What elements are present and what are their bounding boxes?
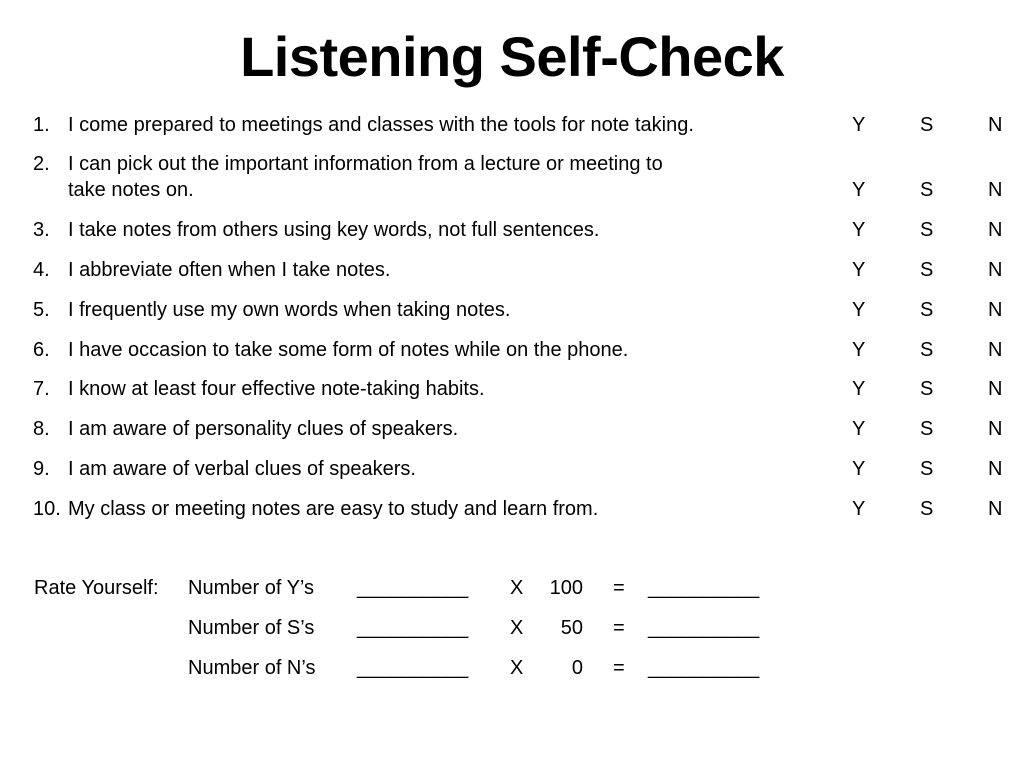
rate-yourself-label: Rate Yourself:: [34, 577, 159, 599]
answer-y[interactable]: Y: [852, 418, 866, 440]
question-number: 9.: [33, 458, 50, 480]
count-blank[interactable]: __________: [357, 617, 469, 639]
answer-n[interactable]: N: [988, 259, 1003, 281]
page-title: Listening Self-Check: [240, 25, 784, 88]
answer-y[interactable]: Y: [852, 339, 866, 361]
answer-y[interactable]: Y: [852, 378, 866, 400]
answer-y[interactable]: Y: [852, 259, 866, 281]
question-text: I know at least four effective note-taking habits.: [68, 378, 485, 400]
answer-n[interactable]: N: [988, 299, 1003, 321]
answer-s[interactable]: S: [920, 339, 934, 361]
count-label: Number of N’s: [188, 657, 316, 679]
answer-n[interactable]: N: [988, 339, 1003, 361]
answer-n[interactable]: N: [988, 458, 1003, 480]
answer-n[interactable]: N: [988, 114, 1003, 136]
question-number: 6.: [33, 339, 50, 361]
question-text: I am aware of personality clues of speakers.: [68, 418, 459, 440]
answer-s[interactable]: S: [920, 179, 934, 201]
answer-y[interactable]: Y: [852, 498, 866, 520]
question-number: 2.: [33, 153, 50, 175]
times-sign: X: [510, 657, 524, 679]
question-text: I can pick out the important information from a lecture or meeting to: [68, 153, 663, 175]
multiplier: 0: [571, 657, 583, 679]
answer-n[interactable]: N: [988, 378, 1003, 400]
answer-y[interactable]: Y: [852, 219, 866, 241]
answer-y[interactable]: Y: [852, 299, 866, 321]
times-sign: X: [510, 577, 524, 599]
question-text: I have occasion to take some form of notes while on the phone.: [68, 339, 629, 361]
answer-y[interactable]: Y: [852, 179, 866, 201]
answer-n[interactable]: N: [988, 498, 1003, 520]
question-number: 10.: [33, 498, 61, 520]
answer-s[interactable]: S: [920, 378, 934, 400]
question-text: I come prepared to meetings and classes with the tools for note taking.: [68, 114, 694, 136]
answer-s[interactable]: S: [920, 259, 934, 281]
question-number: 7.: [33, 378, 50, 400]
result-blank[interactable]: __________: [648, 577, 760, 599]
answer-n[interactable]: N: [988, 219, 1003, 241]
question-number: 8.: [33, 418, 50, 440]
question-text: I abbreviate often when I take notes.: [68, 259, 391, 281]
count-label: Number of S’s: [188, 617, 315, 639]
question-text: I am aware of verbal clues of speakers.: [68, 458, 416, 480]
question-number: 4.: [33, 259, 50, 281]
answer-n[interactable]: N: [988, 418, 1003, 440]
equals-sign: =: [613, 617, 625, 639]
question-text: My class or meeting notes are easy to study and learn from.: [68, 498, 599, 520]
equals-sign: =: [613, 657, 625, 679]
answer-s[interactable]: S: [920, 219, 934, 241]
question-number: 1.: [33, 114, 50, 136]
answer-s[interactable]: S: [920, 458, 934, 480]
count-blank[interactable]: __________: [357, 577, 469, 599]
answer-s[interactable]: S: [920, 418, 934, 440]
times-sign: X: [510, 617, 524, 639]
question-number: 3.: [33, 219, 50, 241]
question-number: 5.: [33, 299, 50, 321]
answer-s[interactable]: S: [920, 498, 934, 520]
question-text: I frequently use my own words when taking notes.: [68, 299, 511, 321]
answer-s[interactable]: S: [920, 299, 934, 321]
multiplier: 50: [560, 617, 583, 639]
count-label: Number of Y’s: [188, 577, 314, 599]
question-text-continued: take notes on.: [68, 179, 194, 201]
question-text: I take notes from others using key words, not full sentences.: [68, 219, 600, 241]
result-blank[interactable]: __________: [648, 657, 760, 679]
answer-n[interactable]: N: [988, 179, 1003, 201]
count-blank[interactable]: __________: [357, 657, 469, 679]
answer-s[interactable]: S: [920, 114, 934, 136]
answer-y[interactable]: Y: [852, 458, 866, 480]
result-blank[interactable]: __________: [648, 617, 760, 639]
multiplier: 100: [549, 577, 583, 599]
equals-sign: =: [613, 577, 625, 599]
answer-y[interactable]: Y: [852, 114, 866, 136]
